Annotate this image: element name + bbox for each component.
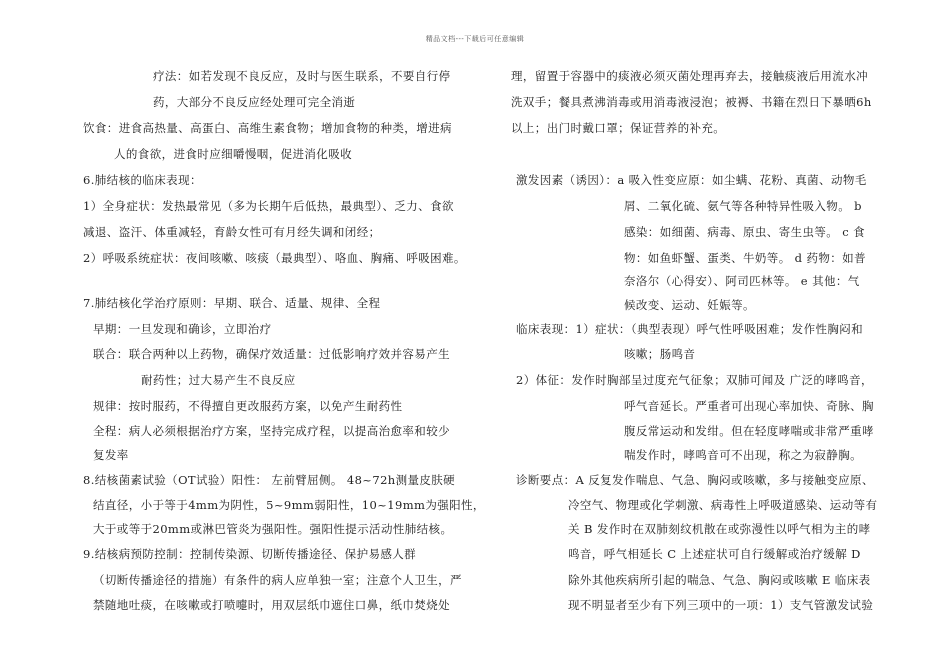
text-line: 大于或等于20mm或淋巴管炎为强阳性。强阳性提示活动性肺结核。: [93, 522, 453, 536]
text-line: 减退、盗汗、体重减轻，育龄女性可有月经失调和闭经；: [83, 225, 381, 239]
text-line: 饮食：进食高热量、高蛋白、高维生素食物；增加食物的种类，增进病: [83, 121, 452, 135]
text-line: 规律：按时服药，不得擅自更改服药方案，以免产生耐药性: [93, 399, 403, 413]
text-line: 物：如鱼虾蟹、蛋类、牛奶等。 d 药物：如普: [624, 251, 866, 265]
text-line: 2）体征：发作时胸部呈过度充气征象；双肺可闻及 广泛的哮鸣音，: [516, 373, 873, 387]
text-line: 除外其他疾病所引起的喘急、气急、胸闷或咳嗽 E 临床表: [568, 573, 871, 587]
text-line: 屑、二氧化硫、氨气等各种特异性吸入物。 b: [624, 199, 862, 213]
text-line: （切断传播途径的措施）有条件的病人应单独一室；注意个人卫生，严: [93, 573, 462, 587]
text-line: 联合：联合两种以上药物，确保疗效适量：过低影响疗效并容易产生: [93, 347, 450, 361]
section-heading: 8.结核菌素试验（OT试验）阳性： 左前臂屈侧。 48~72h测量皮肤硬: [83, 473, 456, 487]
text-line: 咳嗽；肠鸣音: [624, 347, 696, 361]
section-heading: 9.结核病预防控制：控制传染源、切断传播途径、保护易感人群: [83, 547, 417, 561]
text-line: 喘发作时，哮鸣音可不出现，称之为寂静胸。: [624, 448, 862, 462]
text-line: 早期：一旦发现和确诊，立即治疗: [93, 322, 272, 336]
text-line: 现不明显者至少有下列三项中的一项：1）支气管激发试验: [568, 598, 874, 612]
text-line: 疗法：如若发现不良反应，及时与医生联系，不要自行停: [153, 69, 451, 83]
text-line: 理，留置于容器中的痰液必须灭菌处理再弃去，接触痰液后用流水冲: [511, 69, 868, 83]
text-line: 禁随地吐痰，在咳嗽或打喷嚏时，用双层纸巾遮住口鼻，纸巾焚烧处: [93, 598, 450, 612]
text-line: 奈洛尔（心得安）、阿司匹林等。 e 其他：气: [624, 274, 860, 288]
text-line: 关 B 发作时在双肺刻纹机散在或弥漫性以呼气相为主的哮: [568, 522, 871, 536]
text-line: 临床表现：1）症状：（典型表现）呼气性呼吸困难；发作性胸闷和: [516, 322, 864, 336]
text-line: 耐药性；过大易产生不良反应: [141, 373, 296, 387]
text-line: 诊断要点：A 反复发作喘息、气急、胸闷或咳嗽，多与接触变应原、: [516, 473, 874, 487]
text-line: 结直径，小于等于4mm为阴性，5~9mm弱阳性，10~19mm为强阳性，: [93, 498, 485, 512]
section-heading: 7.肺结核化学治疗原则：早期、联合、适量、规律、全程: [83, 296, 381, 310]
text-line: 全程：病人必须根据治疗方案，坚持完成疗程，以提高治愈率和较少: [93, 424, 450, 438]
text-line: 激发因素（诱因）：a 吸入性变应原：如尘螨、花粉、真菌、动物毛: [516, 173, 867, 187]
text-line: 呼气音延长。严重者可出现心率加快、奇脉、胸: [624, 399, 874, 413]
text-line: 1）全身症状：发热最常见（多为长期午后低热，最典型）、乏力、食欲: [83, 199, 454, 213]
text-line: 候改变、运动、妊娠等。: [624, 298, 755, 312]
text-line: 腹反常运动和发绀。但在轻度哮喘或非常严重哮: [624, 424, 874, 438]
text-line: 洗双手；餐具煮沸消毒或用消毒液浸泡；被褥、书籍在烈日下暴晒6h: [511, 95, 872, 109]
text-line: 冷空气、物理或化学刺激、病毒性上呼吸道感染、运动等有: [568, 498, 878, 512]
text-line: 复发率: [93, 448, 129, 462]
section-heading: 6.肺结核的临床表现：: [83, 173, 202, 187]
text-line: 药，大部分不良反应经处理可完全消逝: [153, 95, 356, 109]
text-line: 2）呼吸系统症状：夜间咳嗽、咳痰（最典型）、咯血、胸痛、呼吸困难。: [83, 251, 466, 265]
text-line: 感染：如细菌、病毒、原虫、寄生虫等。 c 食: [624, 225, 866, 239]
page-header: 精品文档---下载后可任意编辑: [425, 35, 525, 43]
text-line: 鸣音，呼气相延长 C 上述症状可自行缓解或治疗缓解 D: [568, 547, 861, 561]
text-line: 人的食欲，进食时应细嚼慢咽，促进消化吸收: [114, 147, 352, 161]
text-line: 以上；出门时戴口罩；保证营养的补充。: [511, 121, 726, 135]
